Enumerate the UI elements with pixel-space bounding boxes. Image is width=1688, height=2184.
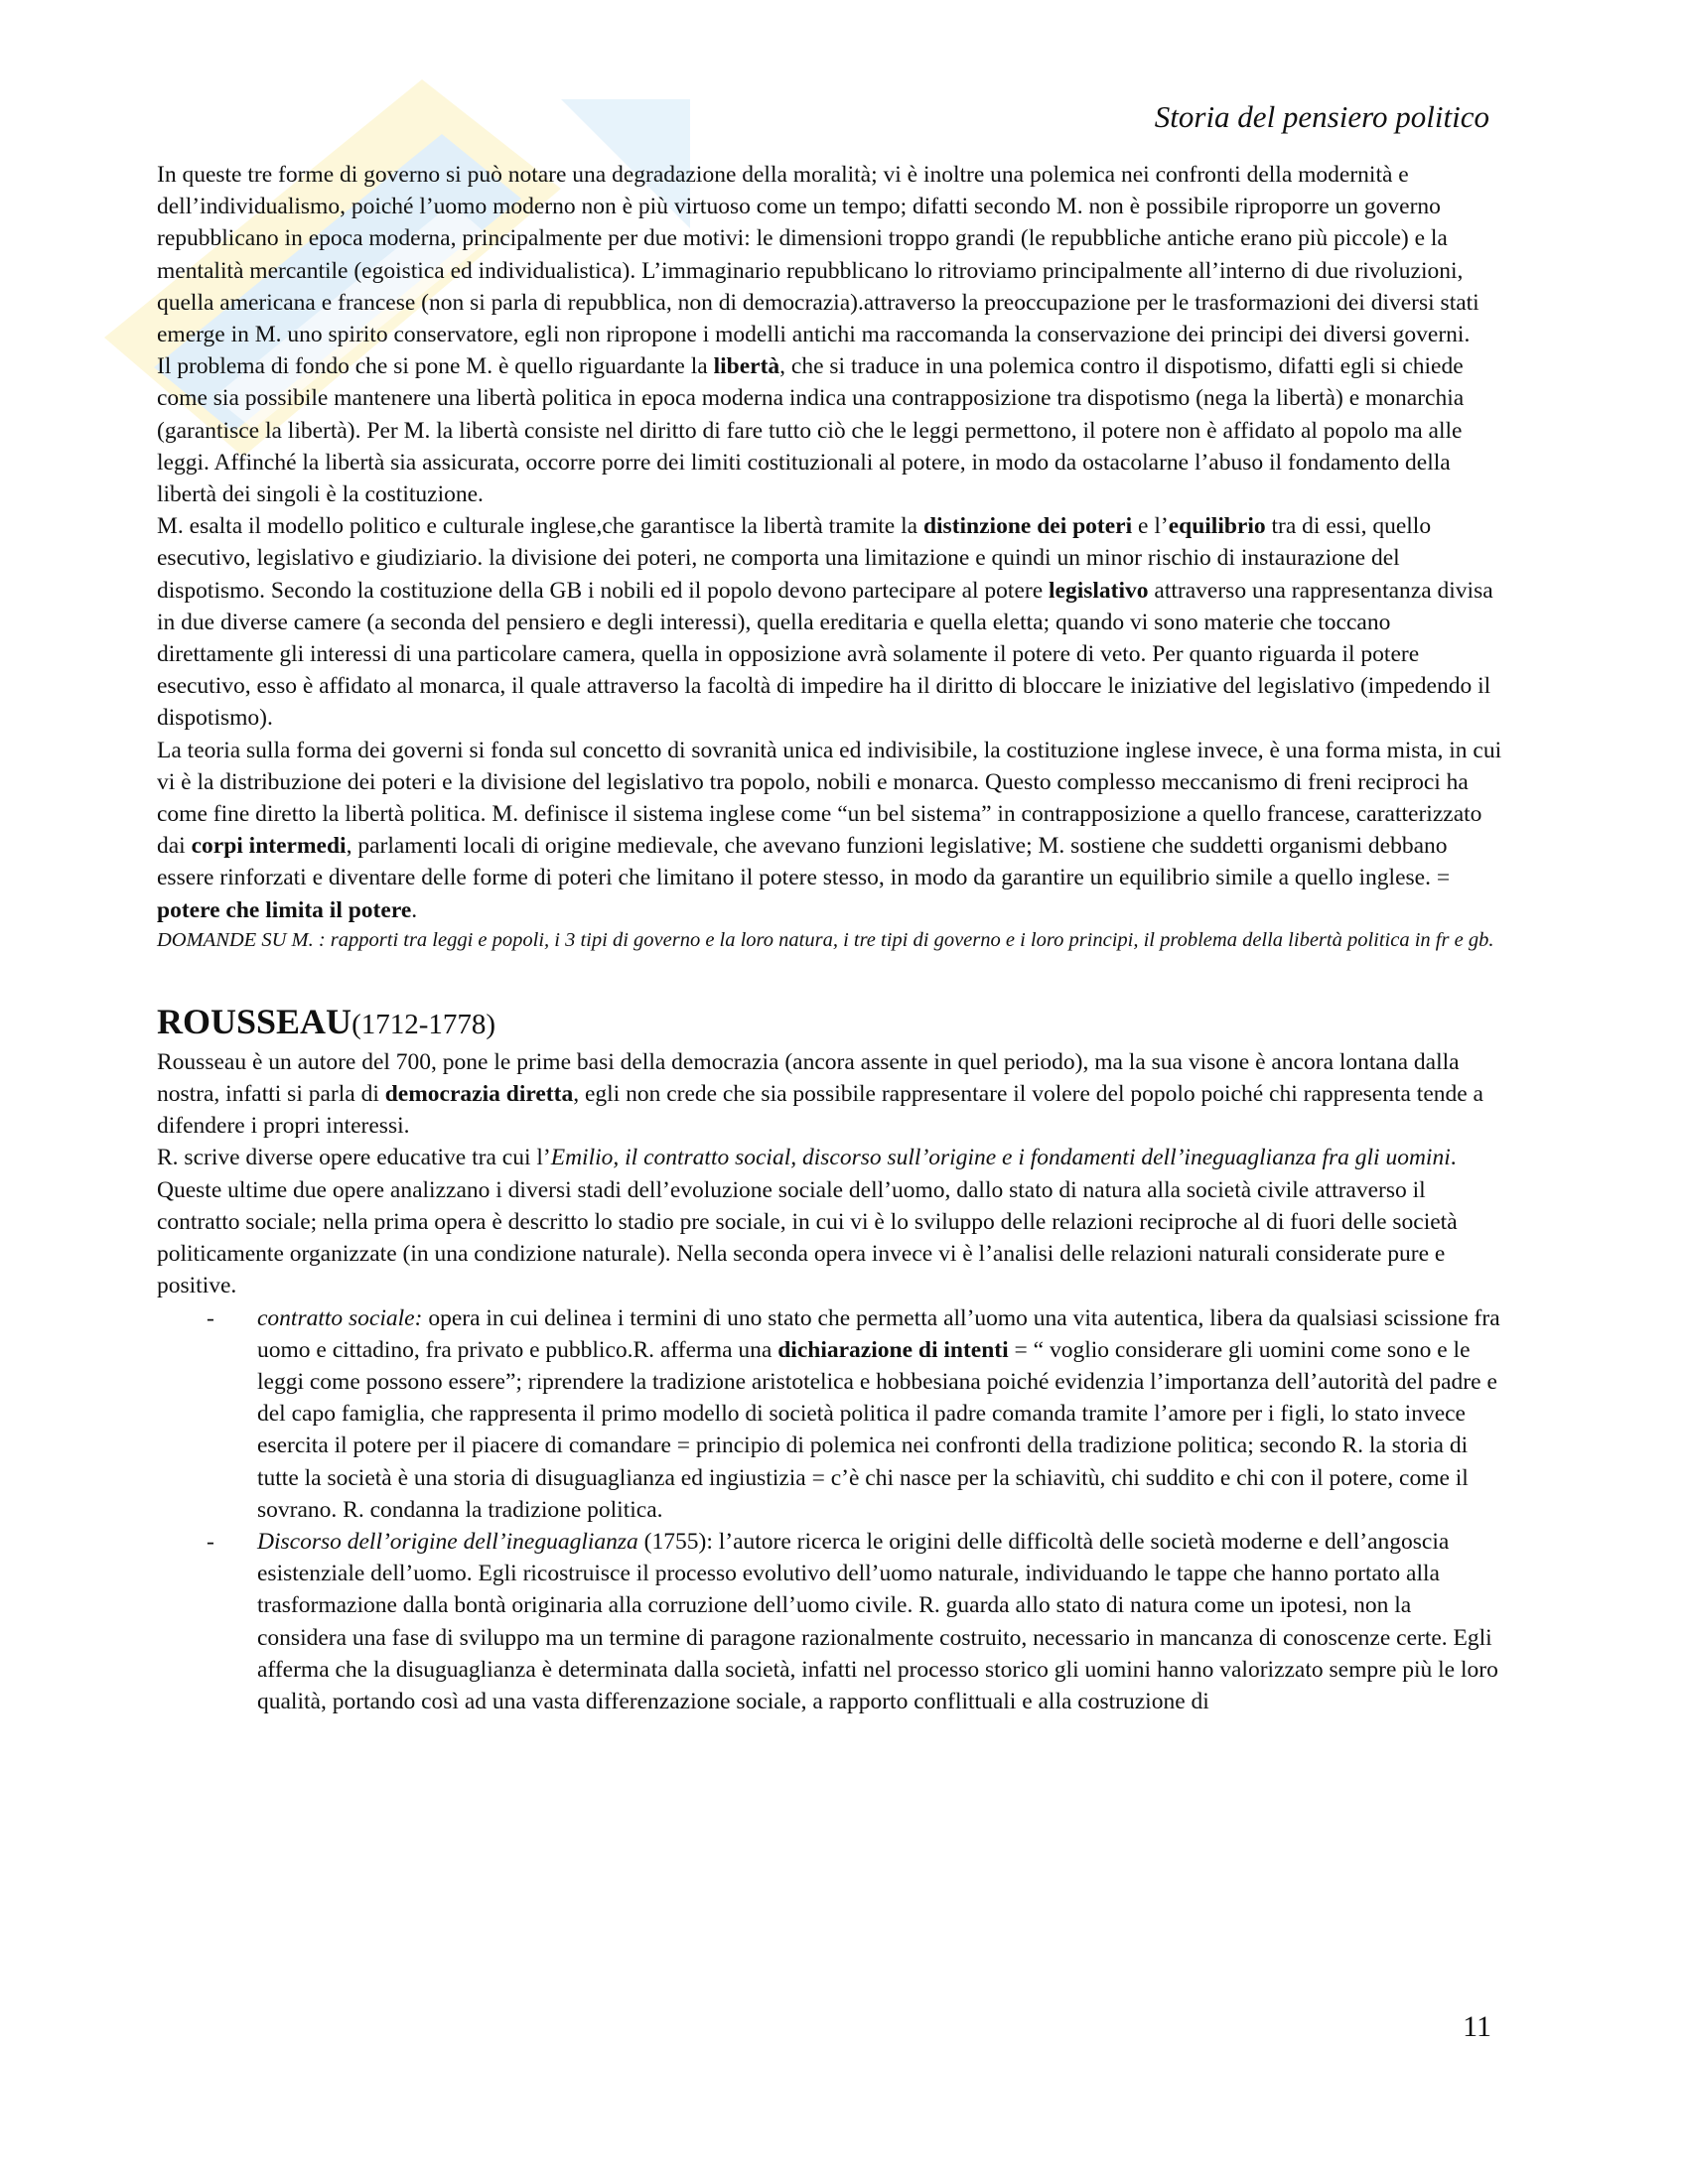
section-dates: (1712-1778) [352,1008,496,1040]
paragraph: Rousseau è un autore del 700, pone le prime basi della democrazia (ancora assente in quel periodo), ma la sua visone è ancora lontana dalla nostra, infatti si parla di democrazia diretta, egli non crede che sia possibile rappresentare il volere del popolo poiché chi rappresenta tende a difendere i propri interessi. [157,1048,1483,1140]
paragraph: In queste tre forme di governo si può notare una degradazione della moralità; vi è inoltre una polemica nei confronti della modernità e dell’individualismo, poiché l’uomo moderno non è più virtuoso come un tempo; difatti secondo M. non è possibile riproporre un governo repubblicano in epoca moderna, principalmente per due motivi: le dimensioni troppo grandi (le repubbliche antiche erano più piccole) e la mentalità mercantile (egoistica ed individualistica). L’immaginario repubblicano lo ritroviamo principalmente all’interno di due rivoluzioni, quella americana e francese (non si parla di repubblica, non di democrazia).attraverso la preoccupazione per le trasformazioni dei diversi stati emerge in M. uno spirito conservatore, egli non ripropone i modelli antichi ma raccomanda la conservazione dei principi dei diversi governi. [157,162,1479,348]
bullet-dash: - [207,1528,214,1555]
page-content [157,159,1504,1717]
paragraph: R. scrive diverse opere educative tra cui l’Emilio, il contratto social, discorso sull’origine e i fondamenti dell’ineguaglianza fra gli uomini. Queste ultime due opere analizzano i diversi stadi dell’evoluzione sociale dell’uomo, dallo stato di natura alla società civile attraverso il contratto sociale; nella prima opera è descritto lo stadio pre sociale, in cui vi è lo sviluppo delle relazioni reciproche al di fuori delle società politicamente organizzate (in una condizione naturale). Nella seconda opera invece vi è l’analisi delle relazioni naturali considerate pure e positive. [157,1145,1458,1299]
list-item: - contratto sociale: opera in cui delinea i termini di uno stato che permetta all’uomo una vita autentica, libera da qualsiasi scissione fra uomo e cittadino, fra privato e pubblico.R. afferma una dichiarazione di intenti = “ voglio considerare gli uomini come sono e le leggi come possono essere”; riprendere la tradizione aristotelica e hobbesiana poiché evidenzia l’importanza dell’autorità del padre e del capo famiglia, che rappresenta il primo modello di società politica il padre comanda tramite l’amore per i figli, lo stato invece esercita il potere per il piacere di comandare = principio di polemica nei confronti della tradizione politica; secondo R. la storia di tutte la società è una storia di disuguaglianza ed ingiustizia = c’è chi nasce per la schiavitù, chi suddito e chi con il potere, come il sovrano. R. condanna la tradizione politica. [157,1302,1504,1526]
bullet-dash: - [207,1304,214,1331]
paragraph: La teoria sulla forma dei governi si fonda sul concetto di sovranità unica ed indivisibile, la costituzione inglese invece, è una forma mista, in cui vi è la distribuzione dei poteri e la divisione del legislativo tra popolo, nobili e monarca. Questo complesso meccanismo di freni reciproci ha come fine diretto la libertà politica. M. definisce il sistema inglese come “un bel sistema” in contrapposizione a quello francese, caratterizzato dai corpi intermedi, parlamenti locali di origine medievale, che avevano funzioni legislative; M. sostiene che suddetti organismi debbano essere rinforzati e diventare delle forme di poteri che limitano il potere stesso, in modo da garantire un equilibrio simile a quello inglese. = potere che limita il potere. [157,737,1502,923]
page-number: 11 [1463,2010,1491,2043]
paragraph: M. esalta il modello politico e culturale inglese,che garantisce la libertà tramite la distinzione dei poteri e l’equilibrio tra di essi, quello esecutivo, legislativo e giudiziario. la divisione dei poteri, ne comporta una limitazione e quindi un minor rischio di instaurazione del dispotismo. Secondo la costituzione della GB i nobili ed il popolo devono partecipare al potere legislativo attraverso una rappresentanza divisa in due diverse camere (a seconda del pensiero e degli interessi), quella ereditaria e quella eletta; quando vi sono materie che toccano direttamente gli interessi di una particolare camera, quella in opposizione avrà solamente il potere di veto. Per quanto riguarda il potere esecutivo, esso è affidato al monarca, il quale attraverso la facoltà di impedire ha il diritto di bloccare le iniziative del legislativo (impedendo il dispotismo). [157,513,1493,732]
section-heading-rousseau: ROUSSEAU(1712-1778) [157,1001,496,1041]
study-questions: DOMANDE SU M. : rapporti tra leggi e popoli, i 3 tipi di governo e la loro natura, i tre tipi di governo e i loro principi, il problema della libertà politica in fr e gb. [157,928,1494,951]
running-header: Storia del pensiero politico [1154,99,1489,134]
paragraph: Il problema di fondo che si pone M. è quello riguardante la libertà, che si traduce in una polemica contro il dispotismo, difatti egli si chiede come sia possibile mantenere una libertà politica in epoca moderna indica una contrapposizione tra dispotismo (nega la libertà) e monarchia (garantisce la libertà). Per M. la libertà consiste nel diritto di fare tutto ciò che le leggi permettono, il potere non è affidato al popolo ma alle leggi. Affinché la libertà sia assicurata, occorre porre dei limiti costituzionali al potere, in modo da ostacolarne l’abuso il fondamento della libertà dei singoli è la costituzione. [157,353,1465,508]
works-list [157,1302,1504,1718]
list-item: - Discorso dell’origine dell’ineguaglianza (1755): l’autore ricerca le origini delle difficoltà delle società moderne e dell’angoscia esistenziale dell’uomo. Egli ricostruisce il processo evolutivo dell’uomo naturale, individuando le tappe che hanno portato alla trasformazione dalla bontà originaria alla corruzione dell’uomo civile. R. guarda allo stato di natura come un ipotesi, non la considera una fase di sviluppo ma un termine di paragone razionalmente costruito, necessario in mancanza di conoscenze certe. Egli afferma che la disuguaglianza è determinata dalla società, infatti nel processo storico gli uomini hanno valorizzato sempre più le loro qualità, portando così ad una vasta differenzazione sociale, a rapporto conflittuali e alla costruzione di [157,1526,1504,1717]
